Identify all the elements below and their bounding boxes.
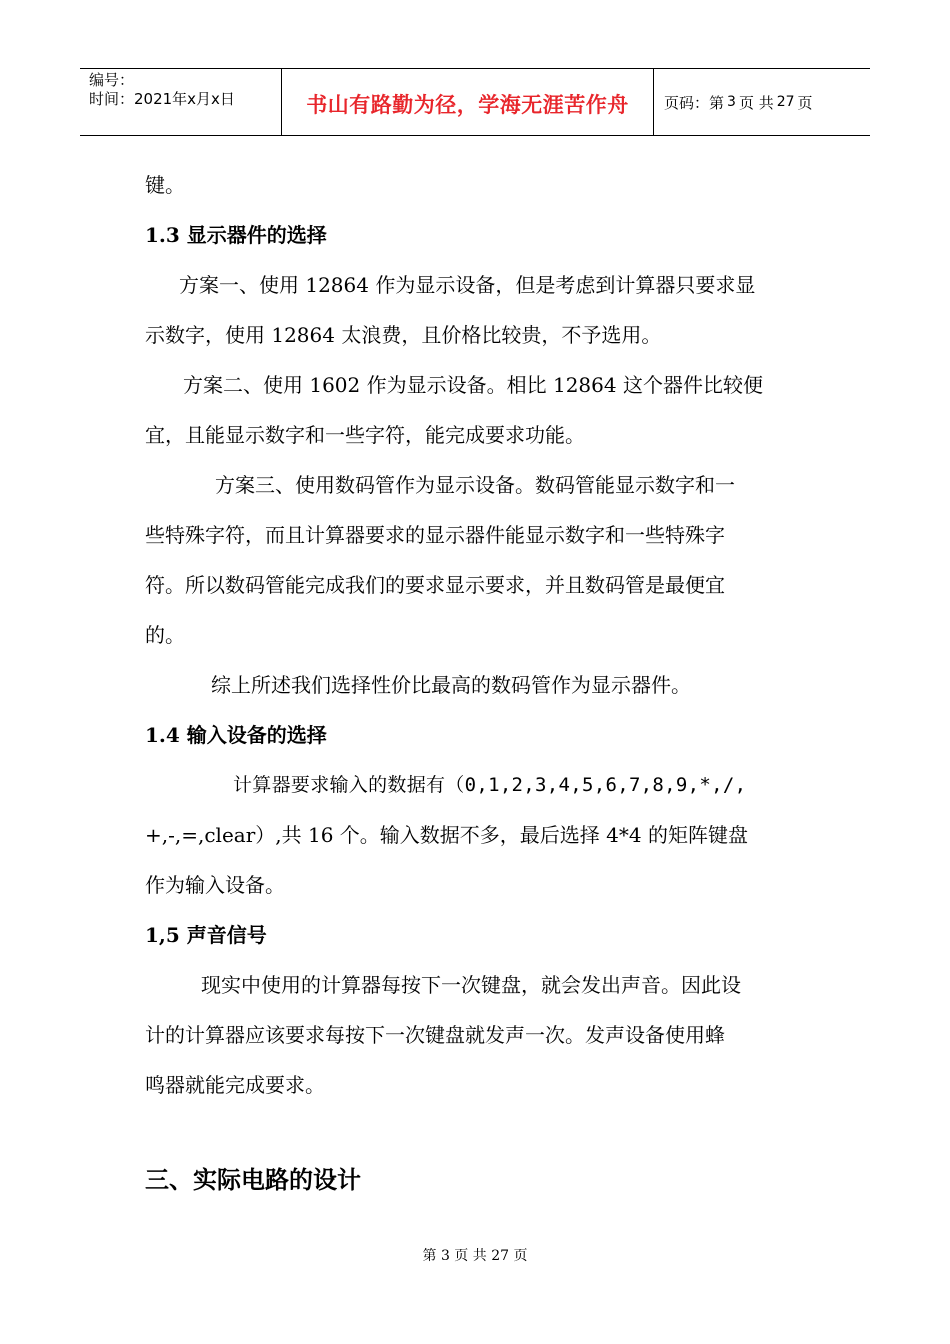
summary-line: 综上所述我们选择性价比最高的数码管作为显示器件。 [211, 673, 691, 697]
header-page-cell [654, 69, 870, 135]
heading-display-selection: 1.3 显示器件的选择 [145, 223, 327, 247]
option-one-line-2: 示数字，使用 12864 太浪费，且价格比较贵，不予选用。 [145, 323, 662, 347]
serial-number-label: 编号： [89, 71, 135, 89]
motto-text: 书山有路勤为径，学海无涯苦作舟 [306, 93, 629, 117]
option-three-line-1: 方案三、使用数码管作为显示设备。数码管能显示数字和一 [215, 473, 735, 497]
page-total: 27 [776, 94, 795, 110]
page-current: 3 [727, 94, 736, 110]
page-label-prefix: 页码：第 [664, 93, 725, 112]
section-title: 三、实际电路的设计 [145, 1166, 361, 1194]
option-three-line-3: 符。所以数码管能完成我们的要求显示要求，并且数码管是最便宜 [145, 573, 725, 597]
sound-line-3: 鸣器就能完成要求。 [145, 1073, 325, 1097]
continuation-line: 键。 [145, 173, 185, 197]
option-three-line-2: 些特殊字符，而且计算器要求的显示器件能显示数字和一些特殊字 [145, 523, 725, 547]
page-label-suffix: 页 [797, 93, 813, 112]
date-label: 时间：2021年x月x日 [89, 90, 235, 108]
page-header [80, 68, 870, 136]
sound-line-2: 计的计算器应该要求每按下一次键盘就发声一次。发声设备使用蜂 [145, 1023, 725, 1047]
input-line-2: +,-,=,clear）,共 16 个。输入数据不多，最后选择 4*4 的矩阵键盘 [145, 823, 748, 847]
document-body [145, 160, 810, 1110]
header-motto-cell [282, 69, 654, 135]
page-label-mid: 页 共 [738, 93, 774, 112]
option-two-line-2: 宜，且能显示数字和一些字符，能完成要求功能。 [145, 423, 585, 447]
option-one-line-1: 方案一、使用 12864 作为显示设备，但是考虑到计算器只要求显 [179, 273, 756, 297]
option-two-line-1: 方案二、使用 1602 作为显示设备。相比 12864 这个器件比较便 [183, 373, 763, 397]
input-line-1: 计算器要求输入的数据有（0,1,2,3,4,5,6,7,8,9,*,/, [233, 774, 747, 796]
sound-line-1: 现实中使用的计算器每按下一次键盘，就会发出声音。因此设 [201, 973, 741, 997]
heading-input-selection: 1.4 输入设备的选择 [145, 723, 327, 747]
input-line-3: 作为输入设备。 [145, 873, 285, 897]
header-meta-cell [80, 69, 282, 135]
page-footer: 第 3 页 共 27 页 [422, 1248, 528, 1264]
option-three-line-4: 的。 [145, 623, 185, 647]
heading-sound-signal: 1,5 声音信号 [145, 923, 267, 947]
